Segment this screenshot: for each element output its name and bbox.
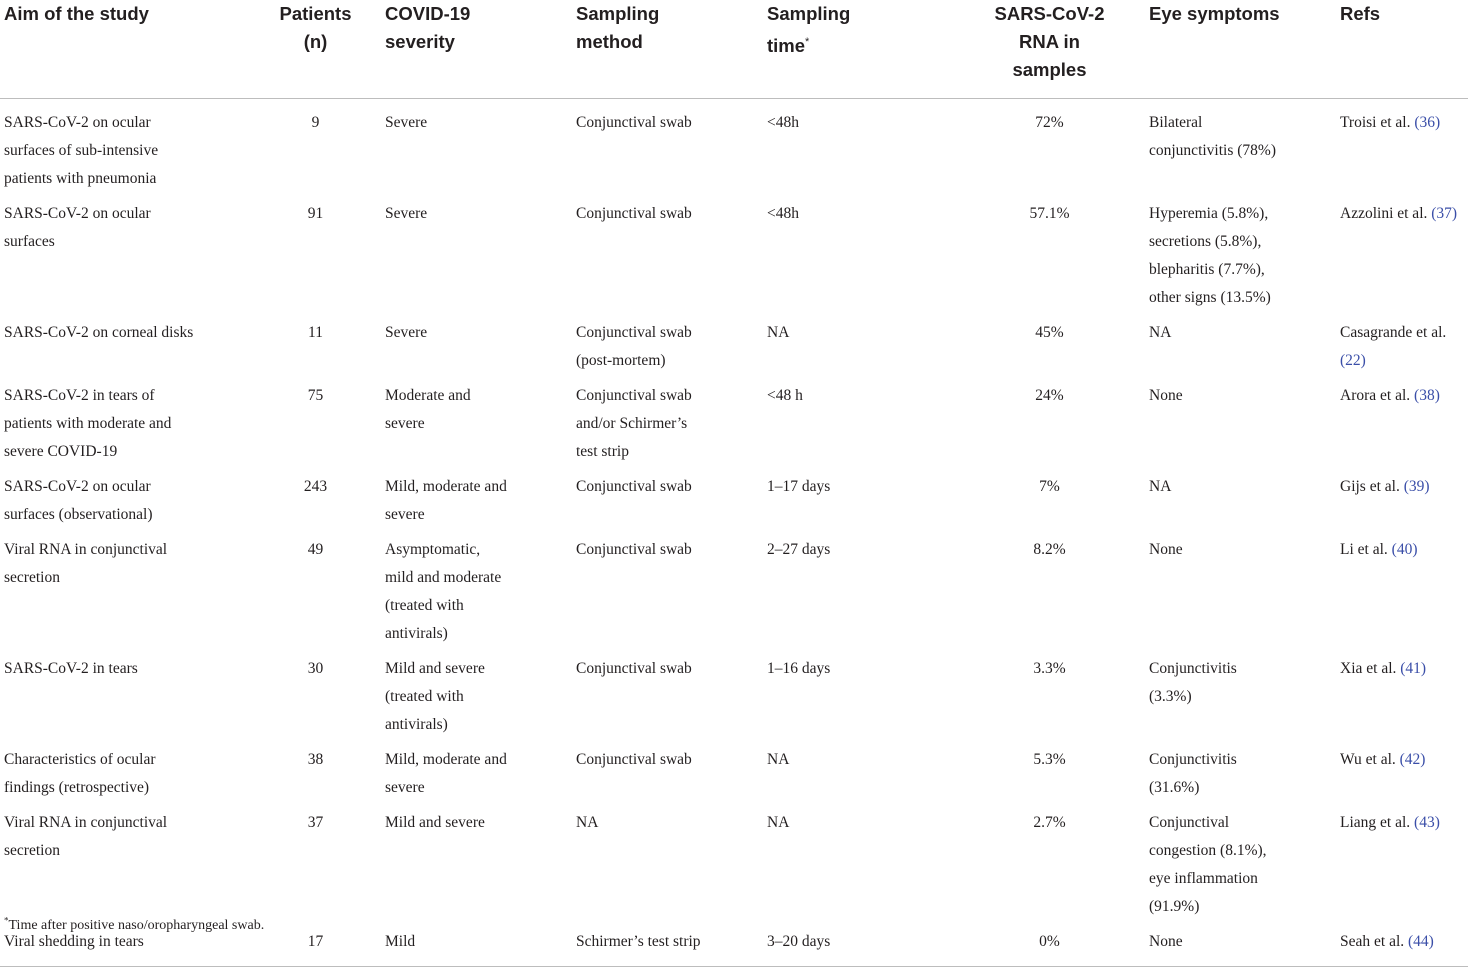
cell-method — [572, 921, 763, 967]
cell-method-line: Conjunctival swab — [576, 114, 692, 131]
header-line: method — [576, 31, 643, 52]
cell-eye-line: Bilateral — [1149, 114, 1203, 131]
cell-patients: 11 — [308, 324, 323, 341]
table-body — [0, 99, 1468, 967]
header-method — [572, 0, 763, 99]
header-line: COVID-19 — [385, 3, 471, 24]
cell-severity — [381, 375, 572, 466]
cell-refs — [1336, 921, 1468, 967]
cell-aim-line: severe COVID-19 — [4, 443, 118, 460]
table-row — [0, 312, 1468, 375]
cell-patients: 30 — [307, 660, 324, 677]
cell-refs — [1336, 99, 1468, 194]
cell-severity-line: severe — [385, 779, 425, 796]
cell-patients: 37 — [307, 814, 324, 831]
table-row — [0, 193, 1468, 312]
cell-aim-line: surfaces (observational) — [4, 506, 153, 523]
ref-author: Casagrande et al. — [1340, 324, 1447, 341]
cell-method-line: Conjunctival swab — [576, 478, 692, 495]
cell-severity-line: antivirals) — [385, 716, 448, 733]
cell-eye-line: NA — [1149, 478, 1172, 495]
footnote-marker: * — [805, 36, 810, 48]
cell-method-line: Conjunctival swab — [576, 751, 692, 768]
cell-severity — [381, 921, 572, 967]
cell-eye — [1145, 375, 1336, 466]
cell-severity-line: Mild and severe — [385, 660, 485, 677]
cell-method — [572, 648, 763, 739]
cell-rna: 7% — [1039, 478, 1060, 495]
cell-aim — [0, 312, 250, 375]
table-header — [0, 0, 1468, 99]
ref-author: Azzolini et al. — [1340, 205, 1428, 222]
header-line: Patients — [279, 3, 352, 24]
cell-severity — [381, 529, 572, 648]
cell-eye — [1145, 739, 1336, 802]
cell-eye-line: (3.3%) — [1149, 688, 1192, 705]
cell-method — [572, 193, 763, 312]
cell-refs — [1336, 802, 1468, 921]
header-line: RNA in — [1019, 31, 1080, 52]
ref-author: Liang et al. — [1340, 814, 1411, 831]
cell-eye — [1145, 466, 1336, 529]
cell-eye-line: NA — [1149, 324, 1172, 341]
footnote — [4, 916, 264, 936]
ref-link[interactable]: (36) — [1414, 114, 1441, 131]
cell-rna: 45% — [1035, 324, 1064, 341]
cell-aim-line: Viral shedding in tears — [4, 933, 144, 950]
cell-method-line: Conjunctival swab — [576, 387, 692, 404]
cell-method — [572, 802, 763, 921]
cell-aim-line: findings (retrospective) — [4, 779, 150, 796]
header-line: time* — [767, 35, 810, 57]
cell-aim-line: secretion — [4, 842, 60, 859]
table-row — [0, 802, 1468, 921]
cell-aim — [0, 739, 250, 802]
ref-author: Troisi et al. — [1340, 114, 1411, 131]
cell-rna: 2.7% — [1033, 814, 1066, 831]
cell-severity — [381, 802, 572, 921]
cell-eye-line: Conjunctivitis — [1149, 660, 1237, 677]
table-row — [0, 529, 1468, 648]
cell-eye-line: (91.9%) — [1149, 898, 1200, 915]
cell-method — [572, 739, 763, 802]
table-row — [0, 466, 1468, 529]
ref-link[interactable]: (43) — [1414, 814, 1440, 831]
cell-rna: 24% — [1035, 387, 1064, 404]
cell-patients: 75 — [307, 387, 324, 404]
cell-aim-line: SARS-CoV-2 on ocular — [4, 478, 151, 495]
cell-severity — [381, 99, 572, 194]
cell-aim-line: secretion — [4, 569, 60, 586]
cell-refs — [1336, 648, 1468, 739]
cell-eye — [1145, 99, 1336, 194]
cell-aim-line: Viral RNA in conjunctival — [4, 814, 168, 831]
ref-link[interactable]: (44) — [1408, 933, 1434, 950]
cell-severity — [381, 193, 572, 312]
cell-eye-line: Conjunctival — [1149, 814, 1230, 831]
cell-rna: 5.3% — [1033, 751, 1066, 768]
cell-method-line: Schirmer’s test strip — [576, 933, 701, 950]
cell-time: 1–17 days — [767, 478, 831, 495]
cell-method — [572, 466, 763, 529]
cell-eye-line: None — [1149, 933, 1183, 950]
ref-author: Seah et al. — [1340, 933, 1405, 950]
cell-eye-line: (31.6%) — [1149, 779, 1200, 796]
cell-severity-line: Severe — [385, 205, 428, 222]
cell-method-line: Conjunctival swab — [576, 205, 692, 222]
cell-rna: 72% — [1035, 114, 1064, 131]
cell-refs — [1336, 739, 1468, 802]
header-line: Refs — [1340, 3, 1381, 24]
cell-patients: 38 — [307, 751, 324, 768]
cell-refs — [1336, 312, 1468, 375]
header-aim — [0, 0, 250, 99]
cell-severity — [381, 648, 572, 739]
cell-aim — [0, 802, 250, 921]
cell-eye-line: None — [1149, 387, 1183, 404]
ref-link[interactable]: (41) — [1400, 660, 1427, 677]
ref-link[interactable]: (39) — [1403, 478, 1430, 495]
header-time — [763, 0, 954, 99]
cell-eye-line: secretions (5.8%), — [1149, 233, 1262, 250]
cell-severity — [381, 739, 572, 802]
table-row — [0, 375, 1468, 466]
header-severity — [381, 0, 572, 99]
cell-refs — [1336, 193, 1468, 312]
cell-eye — [1145, 802, 1336, 921]
cell-aim-line: patients with pneumonia — [4, 170, 157, 187]
cell-method — [572, 375, 763, 466]
cell-time: NA — [767, 751, 790, 768]
header-line: Aim of the study — [4, 3, 149, 24]
cell-eye — [1145, 193, 1336, 312]
cell-time: 1–16 days — [767, 660, 831, 677]
cell-severity-line: Mild — [385, 933, 416, 950]
cell-patients: 91 — [307, 205, 324, 222]
ref-link[interactable]: (37) — [1431, 205, 1458, 222]
cell-severity-line: Mild, moderate and — [385, 751, 507, 768]
cell-method-line: Conjunctival swab — [576, 541, 692, 558]
ref-link[interactable]: (40) — [1391, 541, 1418, 558]
cell-aim-line: SARS-CoV-2 on corneal disks — [4, 324, 194, 341]
ref-link[interactable]: (38) — [1414, 387, 1440, 404]
cell-eye — [1145, 529, 1336, 648]
cell-time: 2–27 days — [767, 541, 831, 558]
cell-severity-line: severe — [385, 415, 425, 432]
cell-aim — [0, 193, 250, 312]
cell-aim-line: Viral RNA in conjunctival — [4, 541, 168, 558]
ref-link[interactable]: (22) — [1340, 352, 1366, 369]
cell-method-line: NA — [576, 814, 599, 831]
cell-method — [572, 99, 763, 194]
cell-refs — [1336, 375, 1468, 466]
cell-eye — [1145, 921, 1336, 967]
cell-severity-line: Moderate and — [385, 387, 471, 404]
cell-rna: 3.3% — [1033, 660, 1066, 677]
table-row — [0, 648, 1468, 739]
cell-severity — [381, 466, 572, 529]
header-line: Eye symptoms — [1149, 3, 1280, 24]
cell-aim-line: SARS-CoV-2 on ocular — [4, 205, 151, 222]
cell-severity-line: (treated with — [385, 597, 464, 614]
cell-aim-line: surfaces of sub-intensive — [4, 142, 159, 159]
cell-eye-line: eye inflammation — [1149, 870, 1258, 887]
cell-patients: 17 — [250, 921, 381, 967]
cell-patients: 243 — [303, 478, 328, 495]
header-rna — [954, 0, 1145, 99]
ref-author: Gijs et al. — [1340, 478, 1400, 495]
cell-eye-line: None — [1149, 541, 1183, 558]
cell-severity-line: Severe — [385, 324, 428, 341]
cell-time: <48 h — [767, 387, 803, 404]
cell-patients: 49 — [307, 541, 324, 558]
cell-aim — [0, 375, 250, 466]
cell-aim — [0, 648, 250, 739]
cell-aim-line: SARS-CoV-2 in tears — [4, 660, 138, 677]
header-line: Sampling — [576, 3, 660, 24]
cell-rna: 57.1% — [1029, 205, 1070, 222]
header-line: Sampling — [767, 3, 851, 24]
cell-time: <48h — [767, 205, 799, 222]
cell-aim-line: surfaces — [4, 233, 55, 250]
cell-severity-line: severe — [385, 506, 425, 523]
header-line: severity — [385, 31, 455, 52]
cell-eye-line: other signs (13.5%) — [1149, 289, 1271, 306]
cell-eye-line: Conjunctivitis — [1149, 751, 1237, 768]
cell-rna: 0% — [954, 921, 1145, 967]
header-line: SARS-CoV-2 — [994, 3, 1105, 24]
footnote-mark: * — [4, 915, 9, 926]
header-eye — [1145, 0, 1336, 99]
header-line: samples — [1012, 59, 1087, 80]
ref-link[interactable]: (42) — [1399, 751, 1426, 768]
ref-author: Xia et al. — [1340, 660, 1397, 677]
cell-time: <48h — [767, 114, 799, 131]
cell-eye-line: blepharitis (7.7%), — [1149, 261, 1265, 278]
cell-severity-line: Mild, moderate and — [385, 478, 507, 495]
cell-severity-line: antivirals) — [385, 625, 448, 642]
header-patients — [250, 0, 381, 99]
cell-aim-line: SARS-CoV-2 in tears of — [4, 387, 155, 404]
cell-method-line: Conjunctival swab — [576, 660, 692, 677]
cell-aim — [0, 529, 250, 648]
header-refs — [1336, 0, 1468, 99]
cell-patients: 9 — [311, 114, 320, 131]
cell-time: NA — [767, 324, 790, 341]
cell-severity-line: Asymptomatic, — [385, 541, 481, 558]
cell-method-line: and/or Schirmer’s — [576, 415, 688, 432]
cell-refs — [1336, 466, 1468, 529]
cell-method — [572, 529, 763, 648]
ref-author: Li et al. — [1340, 541, 1388, 558]
footnote-text: Time after positive naso/oropharyngeal swab. — [8, 918, 265, 933]
cell-eye — [1145, 648, 1336, 739]
cell-eye — [1145, 312, 1336, 375]
ref-author: Arora et al. — [1340, 387, 1411, 404]
cell-aim — [0, 466, 250, 529]
table-row — [0, 739, 1468, 802]
cell-refs — [1336, 529, 1468, 648]
cell-severity — [381, 312, 572, 375]
cell-method — [572, 312, 763, 375]
table-row — [0, 99, 1468, 194]
cell-severity-line: mild and moderate — [385, 569, 502, 586]
cell-method-line: (post-mortem) — [576, 352, 666, 369]
cell-severity-line: (treated with — [385, 688, 464, 705]
cell-eye-line: conjunctivitis (78%) — [1149, 142, 1276, 159]
cell-method-line: test strip — [576, 443, 629, 460]
cell-aim-line: SARS-CoV-2 on ocular — [4, 114, 151, 131]
cell-aim-line: patients with moderate and — [4, 415, 172, 432]
cell-rna: 8.2% — [1033, 541, 1066, 558]
cell-aim-line: Characteristics of ocular — [4, 751, 156, 768]
header-line: (n) — [303, 31, 328, 52]
cell-aim — [0, 99, 250, 194]
cell-severity-line: Severe — [385, 114, 428, 131]
cell-time: NA — [767, 814, 790, 831]
cell-severity-line: Mild and severe — [385, 814, 485, 831]
cell-time: 3–20 days — [763, 921, 954, 967]
cell-method-line: Conjunctival swab — [576, 324, 692, 341]
cell-eye-line: congestion (8.1%), — [1149, 842, 1267, 859]
ref-author: Wu et al. — [1340, 751, 1396, 768]
cell-eye-line: Hyperemia (5.8%), — [1149, 205, 1269, 222]
